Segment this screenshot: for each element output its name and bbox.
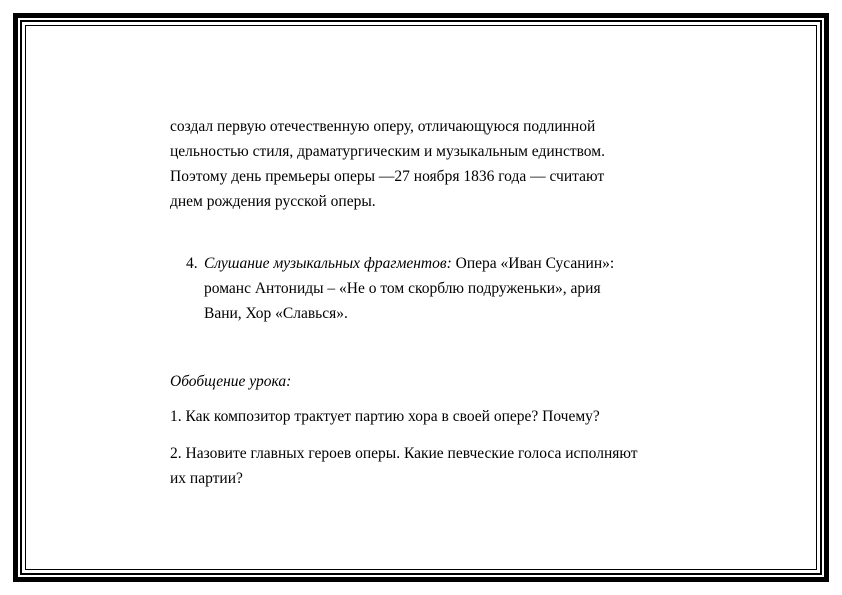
intro-paragraph bbox=[170, 114, 730, 214]
intro-line: Поэтому день премьеры оперы —27 ноября 1836 года — считают bbox=[170, 168, 605, 185]
intro-line: создал первую отечественную оперу, отличающуюся подлинной bbox=[170, 118, 596, 135]
list-item-label: Слушание музыкальных фрагментов: bbox=[204, 255, 452, 272]
intro-line: цельностью стиля, драматургическим и музыкальным единством. bbox=[170, 143, 605, 160]
question-line: их партии? bbox=[170, 470, 243, 487]
question-line: 1. Как композитор трактует партию хора в своей опере? Почему? bbox=[170, 408, 600, 425]
list-number: 4. bbox=[186, 255, 198, 272]
summary-heading: Обобщение урока: bbox=[170, 373, 292, 390]
list-item-line: романс Антониды – «Не о том скорблю подруженьки», ария bbox=[204, 280, 601, 297]
list-item-listening bbox=[170, 251, 730, 326]
question-2 bbox=[170, 441, 730, 491]
question-line: 2. Назовите главных героев оперы. Какие певческие голоса исполняют bbox=[170, 445, 638, 462]
list-item-text: Опера «Иван Сусанин»: bbox=[451, 255, 615, 272]
list-item-line bbox=[204, 251, 730, 276]
slide-content bbox=[170, 114, 730, 491]
intro-line: днем рождения русской оперы. bbox=[170, 193, 376, 210]
question-1 bbox=[170, 404, 730, 429]
list-item-line: Вани, Хор «Славься». bbox=[204, 305, 348, 322]
